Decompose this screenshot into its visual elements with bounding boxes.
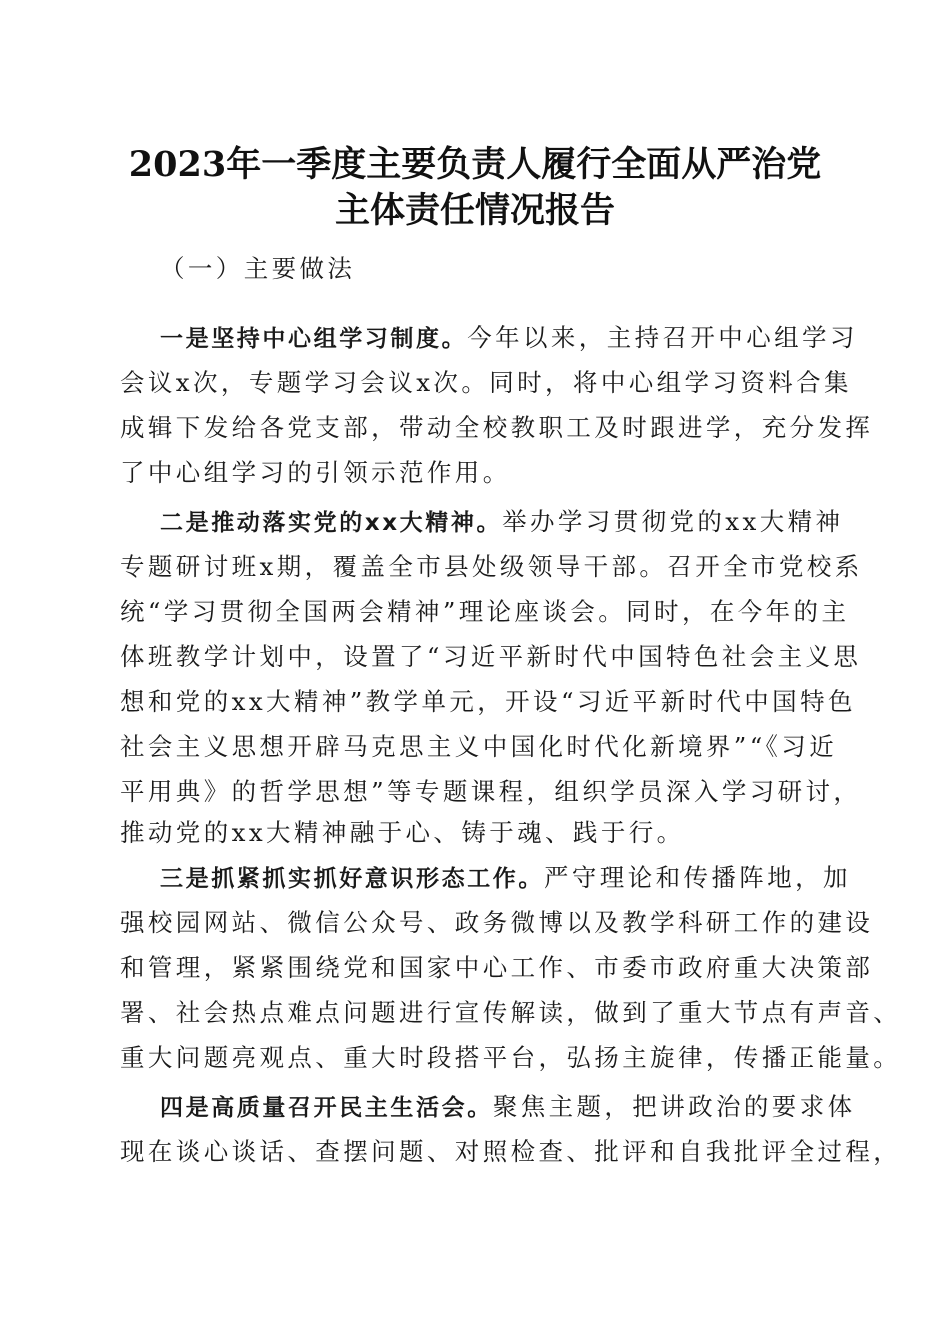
paragraph-1-lead: 一是坚持中心组学习制度。 xyxy=(160,326,468,352)
paragraph-line: 想和党的xx大精神”教学单元，开设“习近平新时代中国特色 xyxy=(120,687,856,716)
paragraph-line: 署、社会热点难点问题进行宣传解读，做到了重大节点有声音、 xyxy=(120,998,902,1027)
document-title-line-2: 主体责任情况报告 xyxy=(334,190,615,231)
paragraph-2-line-1 xyxy=(160,507,880,538)
document-title-line-1: 2023年一季度主要负责人履行全面从严治党 xyxy=(128,144,822,185)
paragraph-line: 现在谈心谈话、查摆问题、对照检查、批评和自我批评全过程， xyxy=(120,1137,902,1166)
paragraph-4-lead: 四是高质量召开民主生活会。 xyxy=(160,1095,493,1121)
paragraph-line: 重大问题亮观点、重大时段搭平台，弘扬主旋律，传播正能量。 xyxy=(120,1043,902,1072)
paragraph-4-text: 聚焦主题，把讲政治的要求体 xyxy=(492,1092,856,1121)
paragraph-line: 专题研讨班x期，覆盖全市县处级领导干部。召开全市党校系 xyxy=(120,552,863,581)
paragraph-line: 体班教学计划中，设置了“习近平新时代中国特色社会主义思 xyxy=(120,642,862,671)
paragraph-3-text: 严守理论和传播阵地，加 xyxy=(544,863,851,892)
paragraph-2-lead: 二是推动落实党的xx大精神。 xyxy=(160,510,503,536)
paragraph-3-line-1 xyxy=(160,863,880,894)
paragraph-2-text: 举办学习贯彻党的xx大精神 xyxy=(502,507,844,536)
paragraph-line: 和管理，紧紧围绕党和国家中心工作、市委市政府重大决策部 xyxy=(120,953,874,982)
paragraph-line: 成辑下发给各党支部，带动全校教职工及时跟进学，充分发挥 xyxy=(120,413,874,442)
paragraph-line: 会议x次，专题学习会议x次。同时，将中心组学习资料合集 xyxy=(120,368,852,397)
paragraph-line: 推动党的xx大精神融于心、铸于魂、践于行。 xyxy=(120,818,685,847)
paragraph-line: 了中心组学习的引领示范作用。 xyxy=(120,458,511,487)
paragraph-3-lead: 三是抓紧抓实抓好意识形态工作。 xyxy=(160,866,544,892)
section-heading: （一）主要做法 xyxy=(160,254,356,283)
paragraph-line: 统“学习贯彻全国两会精神”理论座谈会。同时，在今年的主 xyxy=(120,597,850,626)
paragraph-line: 强校园网站、微信公众号、政务微博以及教学科研工作的建设 xyxy=(120,908,874,937)
paragraph-4-line-1 xyxy=(160,1092,880,1123)
paragraph-line: 平用典》的哲学思想”等专题课程，组织学员深入学习研讨， xyxy=(120,777,862,806)
paragraph-line: 社会主义思想开辟马克思主义中国化时代化新境界”“《习近 xyxy=(120,732,838,761)
paragraph-1-line-1 xyxy=(160,323,880,354)
paragraph-1-text: 今年以来，主持召开中心组学习 xyxy=(467,323,858,352)
